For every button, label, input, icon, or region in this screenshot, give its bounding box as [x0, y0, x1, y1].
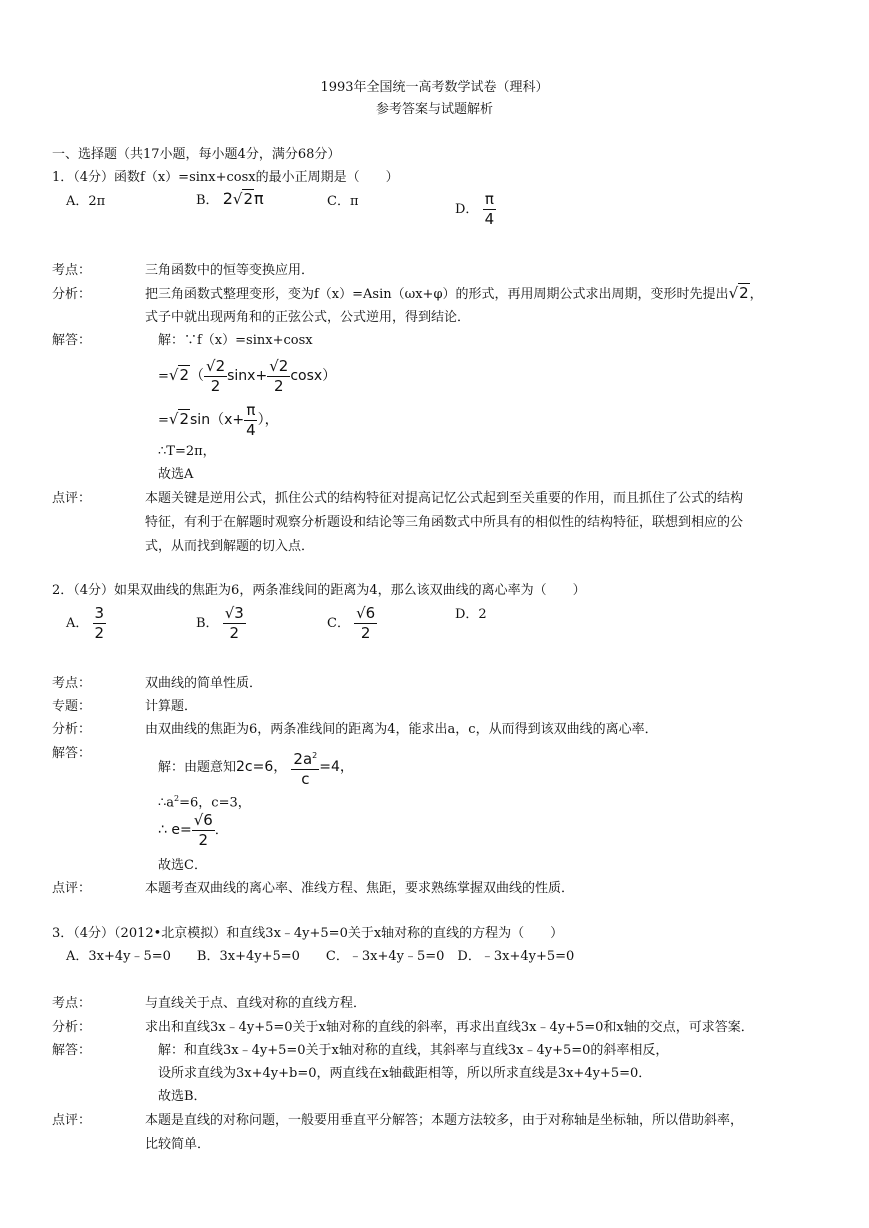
- q3-fenxi-label: 分析：: [52, 1020, 92, 1035]
- q2-option-b: B． $\frac{√3}{2}$: [196, 604, 244, 642]
- q1-fenxi-line2: 式子中就出现两角和的正弦公式，公式逆用，得到结论．: [145, 310, 471, 325]
- q1-jieda-line3: =√2sin（x+ $\frac{\pi}{4}$ ），: [158, 401, 279, 439]
- q3-jieda-label: 解答：: [52, 1043, 92, 1058]
- q1-jieda-sqrt1: √2: [168, 366, 190, 384]
- q1-dianping-line3: 式，从而找到解题的切入点．: [145, 539, 315, 554]
- q1-option-b-coef: 2: [222, 189, 233, 208]
- q1-option-b-sqrt: √2: [232, 190, 253, 208]
- q1-option-d-label: D．: [455, 202, 479, 217]
- q2-dianping-label: 点评：: [52, 881, 92, 896]
- q2-jieda-label: 解答：: [52, 746, 92, 761]
- q1-kaodian: 三角函数中的恒等变换应用．: [145, 263, 315, 278]
- q1-jieda-line2: =√2（ $\frac{√2}{2}$ sinx+ $\frac{√2}{2}$ cosx）: [158, 357, 337, 395]
- q2-option-a: A． $\frac{3}{2}$: [66, 604, 105, 642]
- q2-option-c: C． $\frac{√6}{2}$: [327, 604, 376, 642]
- q1-fenxi-label: 分析：: [52, 287, 92, 302]
- q1-dianping-line1: 本题关键是逆用公式，抓住公式的结构特征对提高记忆公式起到至关重要的作用，而且抓住了公式的结构: [145, 491, 744, 506]
- q2-option-b-fraction: $\frac{√3}{2}$: [224, 604, 244, 642]
- q3-stem: 3．（4分）（2012•北京模拟）和直线3x﹣4y+5=0关于x轴对称的直线的方程为（ ）: [52, 926, 564, 941]
- q3-kaodian: 与直线关于点、直线对称的直线方程．: [145, 996, 367, 1011]
- q1-option-a: A．2π: [66, 194, 106, 209]
- q3-jieda-line3: 故选B．: [158, 1089, 207, 1104]
- q1-option-d-fraction: $\frac{\pi}{4}$: [484, 190, 495, 228]
- q1-kaodian-label: 考点：: [52, 263, 92, 278]
- q2-fenxi-label: 分析：: [52, 722, 92, 737]
- q2-kaodian: 双曲线的简单性质．: [145, 676, 263, 691]
- q2-jieda-frac1: $\frac{2a^2}{c}$: [291, 746, 319, 789]
- q2-jieda-line2: $\therefore a^2=6$，c=3，: [158, 794, 251, 811]
- q2-option-c-fraction: $\frac{√6}{2}$: [356, 604, 376, 642]
- q1-option-b-label: B．: [196, 193, 219, 208]
- q3-fenxi: 求出和直线3x﹣4y+5=0关于x轴对称的直线的斜率，再求出直线3x﹣4y+5=0和x轴的交点，可求答案．: [145, 1020, 754, 1035]
- q2-jieda-line3: ∴ e= $\frac{√6}{2}$ ．: [158, 811, 228, 849]
- q2-jieda-frac2: $\frac{√6}{2}$: [193, 811, 213, 849]
- q2-dianping: 本题考查双曲线的离心率、准线方程、焦距，要求熟练掌握双曲线的性质．: [145, 881, 575, 896]
- section-heading: 一、选择题（共17小题，每小题4分，满分68分）: [52, 147, 341, 162]
- q2-jieda-line1: 解：由题意知2c=6， $\frac{2a^2}{c}$ =4，: [158, 746, 354, 789]
- q1-option-b: [196, 190, 264, 210]
- q3-kaodian-label: 考点：: [52, 996, 92, 1011]
- page-title: 1993年全国统一高考数学试卷（理科）: [320, 80, 549, 95]
- q2-jieda-line4: 故选C．: [158, 858, 207, 873]
- q1-dianping-label: 点评：: [52, 491, 92, 506]
- q1-jieda-sqrt3: √2: [168, 410, 190, 428]
- q3-options: A．3x+4y﹣5=0 B．3x+4y+5=0 C．﹣3x+4y﹣5=0 D．﹣3x+4y+5=0: [66, 949, 575, 964]
- q1-jieda-line4: ∴T=2π，: [158, 444, 216, 459]
- q1-option-d: [455, 190, 496, 229]
- q1-stem: 1．（4分）函数f（x）=sinx+cosx的最小正周期是（ ）: [52, 170, 399, 185]
- q3-jieda-line1: 解：和直线3x﹣4y+5=0关于x轴对称的直线，其斜率与直线3x﹣4y+5=0的斜率相反，: [158, 1043, 669, 1058]
- q2-stem: 2．（4分）如果双曲线的焦距为6，两条准线间的距离为4，那么该双曲线的离心率为（ ）: [52, 583, 586, 598]
- q1-fenxi-line1: 把三角函数式整理变形，变为f（x）=Asin（ωx+φ）的形式，再用周期公式求出周期，变形时先提出√2，: [145, 284, 763, 302]
- q3-dianping-line2: 比较简单．: [145, 1137, 211, 1152]
- q2-zhuanti: 计算题．: [145, 699, 198, 714]
- q2-option-a-fraction: $\frac{3}{2}$: [94, 604, 105, 642]
- q2-kaodian-label: 考点：: [52, 676, 92, 691]
- page-subtitle: 参考答案与试题解析: [375, 102, 493, 117]
- q1-fenxi-sqrt: √2: [728, 284, 749, 302]
- q2-zhuanti-label: 专题：: [52, 699, 92, 714]
- q3-jieda-line2: 设所求直线为3x+4y+b=0，两直线在x轴截距相等，所以所求直线是3x+4y+5=0．: [158, 1066, 652, 1081]
- q2-fenxi: 由双曲线的焦距为6，两条准线间的距离为4，能求出a，c，从而得到该双曲线的离心率．: [145, 722, 658, 737]
- q2-option-d: D．2: [455, 607, 487, 622]
- q1-option-c: C．π: [327, 194, 359, 209]
- q1-dianping-line2: 特征，有利于在解题时观察分析题设和结论等三角函数式中所具有的相似性的结构特征，联想到相应的公: [145, 515, 744, 530]
- q1-option-b-pi: π: [254, 189, 264, 208]
- q1-jieda-label: 解答：: [52, 333, 92, 348]
- q3-dianping-label: 点评：: [52, 1113, 92, 1128]
- q1-jieda-frac3: $\frac{\pi}{4}$: [246, 401, 256, 439]
- q1-jieda-line5: 故选A: [158, 467, 194, 482]
- q1-jieda-line1: 解：∵f（x）=sinx+cosx: [158, 333, 313, 348]
- q1-jieda-frac1: $\frac{√2}{2}$: [206, 357, 226, 395]
- q1-jieda-frac2: $\frac{√2}{2}$: [269, 357, 289, 395]
- q3-dianping-line1: 本题是直线的对称问题，一般要用垂直平分解答；本题方法较多，由于对称轴是坐标轴，所以借助斜率，: [145, 1113, 744, 1128]
